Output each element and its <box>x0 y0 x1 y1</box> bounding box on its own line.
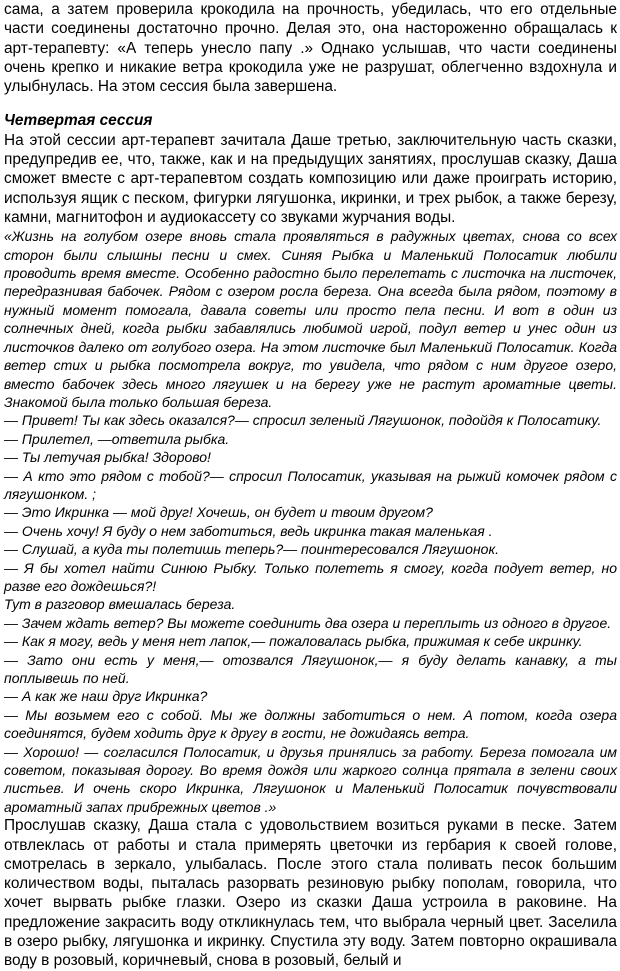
tale-line: — А кто это рядом с тобой?— спросил Полосатик, указывая на рыжий комочек рядом с лягушонком. ; <box>4 467 617 502</box>
tale-line: — Я бы хотел найти Синюю Рыбку. Только полететь я смогу, когда подует ветер, но разве его дождешься?! <box>4 559 617 594</box>
tale-line: — Привет! Ты как здесь оказался?— спросил зеленый Лягушонок, подойдя к Полосатику. <box>4 412 602 429</box>
tale-line: — Зато они есть у меня,— отозвался Лягушонок,— я буду делать канавку, а ты поплывешь по ней. <box>4 651 617 687</box>
tale-line: — Прилетел, —ответила рыбка. <box>4 430 230 447</box>
tale-line: — Очень хочу! Я буду о нем заботиться, ведь икринка такая маленькая . <box>4 522 493 539</box>
tale-line: — Мы возьмем его с собой. Мы же должны заботиться о нем. А потом, когда озера соединятся, будем ходить друг к другу в гости, не дожидаясь ветра. <box>4 706 617 742</box>
tale-line: — А как же наш друг Икринка? <box>4 688 208 705</box>
session-paragraph: На этой сессии арт-терапевт зачитала Даше третью, заключительную часть сказки, предупредив ее, что, также, как и на предыдущих занятиях, прослушав сказку, Даша сможет вместе с арт-терапевтом создать композицию или даже проиграть историю, используя ящик с песком, фигурки лягушонка, икринки, и трех рыбок, а также березу, камни, магнитофон и аудиокассету со звуками журчания воды. <box>4 131 617 226</box>
tale-line: — Как я могу, ведь у меня нет лапок,— пожаловалась рыбка, прижимая к себе икринку. <box>4 633 583 650</box>
tale-line: — Зачем ждать ветер? Вы можете соединить два озера и переплыть из одного в другое. <box>4 614 612 631</box>
tale-line: — Это Икринка — мой друг! Хочешь, он будет и твоим другом? <box>4 504 433 521</box>
intro-paragraph: сама, а затем проверила крокодила на прочность, убедилась, что его отдельные части соединены достаточно прочно. Делая это, она настороженно обращалась к арт-терапевту: «А теперь унесло папу .» Однако услышав, что части соединены очень крепко и никакие ветра крокодила уже не разрушат, облегченно вздохнула и улыбнулась. На этом сессия была завершена. <box>4 1 617 96</box>
tale-line: — Хорошо! — согласился Полосатик, и друзья принялись за работу. Береза помогала им советом, показывая дорогу. Во время дождя или жаркого солнца прятала в зелени своих листьев. И очень скоро Икринка, Лягушонок и Маленький Полосатик почувствовали ароматный запах прибрежных цветов .» <box>4 743 617 815</box>
tale-paragraph: «Жизнь на голубом озере вновь стала проявляться в радужных цветах, снова со всех сторон были слышны песни и смех. Синяя Рыбка и Маленький Полосатик любили проводить время вместе. Особенно радостно было перелетать с листочка на листочек, передразнивая бабочек. Рядом с озером росла береза. Она всегда была рядом, поэтому в нужный момент помогала, давала советы или просто пела песни. И вот в один из солнечных дней, когда рыбки забавлялись любимой игрой, подул ветер и унес один из листочков далеко от голубого озера. На этом листочке был Маленький Полосатик. Когда ветер стих и рыбка посмотрела вокруг, то увидела, что рядом с ним другое озеро, вместо бабочек здесь много лягушек и на берегу уже не растут ароматные цветы. Знакомой была только большая береза. <box>4 228 617 410</box>
tale-line: — Слушай, а куда ты полетишь теперь?— поинтересовался Лягушонок. <box>4 541 499 558</box>
tale-line: Тут в разговор вмешалась береза. <box>4 596 236 613</box>
tale-block <box>4 227 617 816</box>
section-heading: Четвертая сессия <box>4 112 153 130</box>
tale-line: — Ты летучая рыбка! Здорово! <box>4 449 211 466</box>
closing-paragraph: Прослушав сказку, Даша стала с удовольствием возиться руками в песке. Затем отвлеклась от работы и стала примерять цветочки из гербария к своей голове, смотрелась в зеркало, улыбалась. После этого стала поливать песок большим количеством воды, пыталась разорвать резиновую рыбку пополам, говорила, что хочет вырвать рыбке глазки. Озеро из сказки Даша устроила в раковине. На предложение закрасить воду откликнулась тем, что выбрала черный цвет. Заселила в озеро рыбку, лягушонка и икринку. Спустила эту воду. Затем повторно окрашивала воду в розовый, коричневый, снова в розовый, белый и <box>4 817 617 970</box>
